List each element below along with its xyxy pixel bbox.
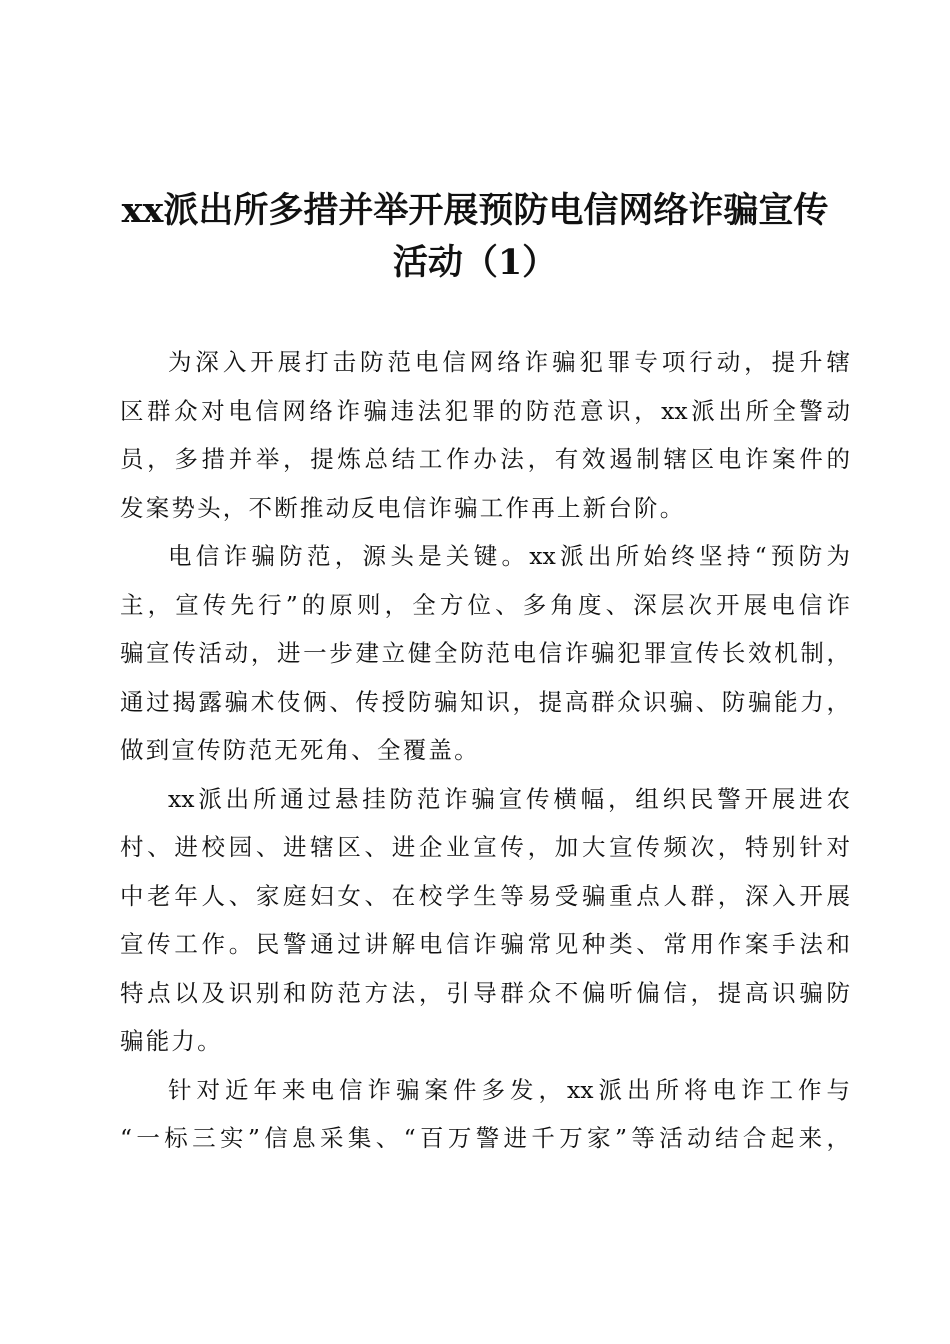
paragraph-line: 宣传工作。民警通过讲解电信诈骗常见种类、常用作案手法和 bbox=[120, 930, 850, 958]
paragraph-line: 电信诈骗防范，源头是关键。xx派出所始终坚持“预防为 bbox=[168, 542, 850, 570]
paragraph-line: 发案势头，不断推动反电信诈骗工作再上新台阶。 bbox=[120, 493, 686, 522]
paragraph-1 bbox=[120, 338, 850, 532]
paragraph-4 bbox=[120, 1066, 850, 1163]
paragraph-line: 做到宣传防范无死角、全覆盖。 bbox=[120, 736, 480, 764]
paragraph-line: 为深入开展打击防范电信网络诈骗犯罪专项行动，提升辖 bbox=[168, 348, 850, 376]
paragraph-line: 针对近年来电信诈骗案件多发，xx派出所将电诈工作与 bbox=[168, 1075, 850, 1104]
document-title-line-2: 活动（1） bbox=[392, 242, 558, 283]
paragraph-line: 特点以及识别和防范方法，引导群众不偏听偏信，提高识骗防 bbox=[120, 978, 850, 1007]
paragraph-3 bbox=[120, 775, 850, 1066]
paragraph-line: 骗宣传活动，进一步建立健全防范电信诈骗犯罪宣传长效机制， bbox=[120, 639, 850, 667]
paragraph-line: 员，多措并举，提炼总结工作办法，有效遏制辖区电诈案件的 bbox=[120, 445, 850, 473]
paragraph-line: 中老年人、家庭妇女、在校学生等易受骗重点人群，深入开展 bbox=[120, 881, 850, 910]
document-title-line-1: xx派出所多措并举开展预防电信网络诈骗宣传 bbox=[121, 190, 829, 231]
paragraph-line: “一标三实”信息采集、“百万警进千万家”等活动结合起来， bbox=[120, 1124, 850, 1152]
paragraph-line: 村、进校园、进辖区、进企业宣传，加大宣传频次，特别针对 bbox=[120, 833, 850, 861]
paragraph-2 bbox=[120, 532, 850, 775]
document-body bbox=[120, 338, 850, 1163]
paragraph-line: 区群众对电信网络诈骗违法犯罪的防范意识，xx派出所全警动 bbox=[120, 396, 850, 425]
paragraph-line: 通过揭露骗术伎俩、传授防骗知识，提高群众识骗、防骗能力， bbox=[120, 687, 850, 716]
paragraph-line: 主，宣传先行”的原则，全方位、多角度、深层次开展电信诈 bbox=[120, 590, 850, 619]
paragraph-line: xx派出所通过悬挂防范诈骗宣传横幅，组织民警开展进农 bbox=[168, 784, 850, 813]
paragraph-line: 骗能力。 bbox=[120, 1027, 223, 1055]
